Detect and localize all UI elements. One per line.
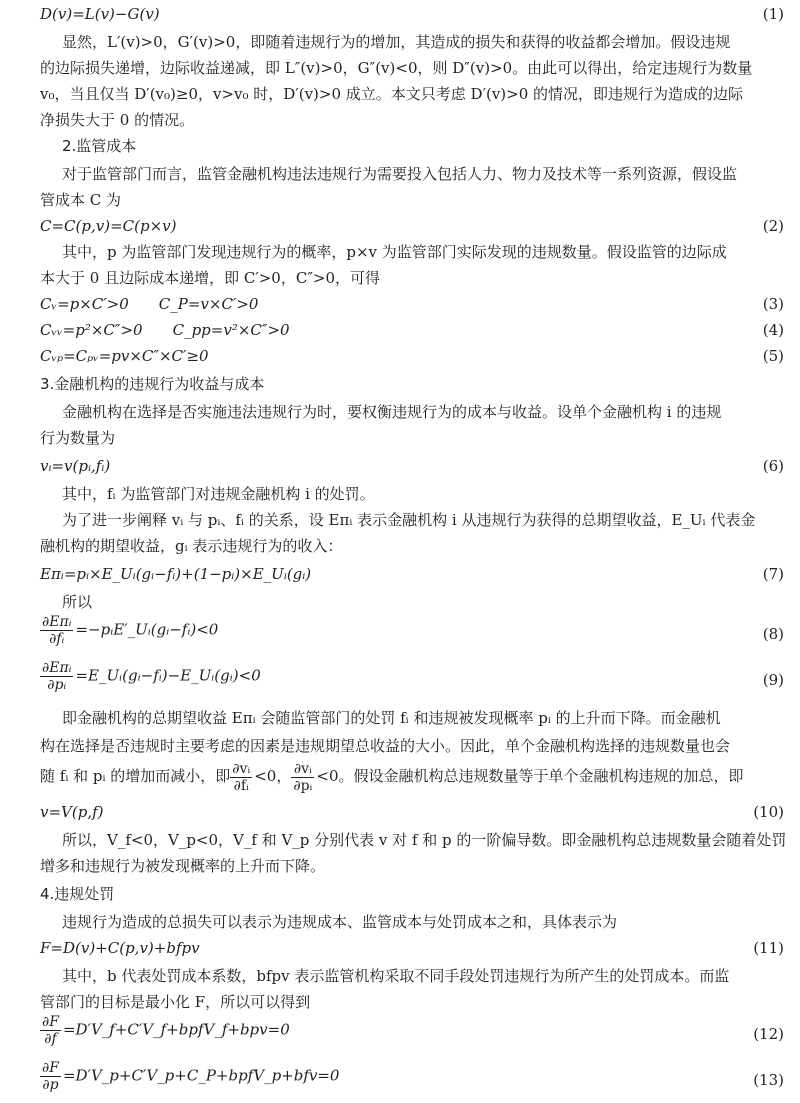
equation-3 — [40, 292, 784, 316]
equation-text: Cᵥ=p×C′>0 C_P=v×C′>0 — [40, 295, 259, 313]
equation-12 — [40, 1012, 784, 1056]
fraction-denominator: ∂pᵢ — [293, 777, 313, 794]
equation-body — [40, 614, 218, 647]
paragraph-line: 的边际损失递增，边际收益递减，即 L″(v)>0，G″(v)<0，则 D″(v)>0。由此可以得出，给定违规行为数量 — [40, 59, 753, 77]
equation-text: C=C(p,v)=C(p×v) — [40, 217, 177, 235]
paragraph-line: 构在选择是否违规时主要考虑的因素是违规期望总收益的大小。因此，单个金融机构选择的违规数量也会 — [40, 737, 731, 755]
paragraph-line: 行为数量为 — [40, 429, 116, 447]
paragraph-line: 显然，L′(v)>0，G′(v)>0，即随着违规行为的增加，其造成的损失和获得的收益都会增加。假设违规 — [62, 33, 731, 51]
paragraph-line: 即金融机构的总期望收益 Eπᵢ 会随监管部门的处罚 fᵢ 和违规被发现概率 pᵢ 的上升而下降。而金融机 — [62, 709, 721, 727]
equation-text: v=V(p,f) — [40, 803, 104, 821]
equation-text: Eπᵢ=pᵢ×E_Uᵢ(gᵢ−fᵢ)+(1−pᵢ)×E_Uᵢ(gᵢ) — [40, 565, 312, 583]
fraction — [40, 660, 73, 693]
fraction-denominator: ∂fᵢ — [49, 631, 65, 647]
paragraph-line: 增多和违规行为被发现概率的上升而下降。 — [40, 857, 326, 875]
fraction-denominator: ∂p — [42, 1077, 59, 1093]
equation-number: (9) — [762, 671, 784, 689]
paragraph-line: 违规行为造成的总损失可以表示为违规成本、监管成本与处罚成本之和，具体表示为 — [62, 913, 618, 931]
paragraph-line: 管成本 C 为 — [40, 191, 122, 209]
paragraph-line: 所以 — [62, 593, 93, 611]
fraction — [40, 1014, 61, 1047]
equation-number: (5) — [762, 347, 784, 365]
text-segment: 随 fᵢ 和 pᵢ 的增加而减小，即 — [40, 767, 231, 785]
paragraph-line: 本大于 0 且边际成本递增，即 C′>0，C″>0，可得 — [40, 269, 381, 287]
equation-7 — [40, 562, 784, 586]
equation-text: D(v)=L(v)−G(v) — [40, 5, 160, 23]
fraction-denominator: ∂pᵢ — [47, 677, 67, 693]
fraction — [230, 761, 252, 794]
fraction — [40, 1060, 61, 1093]
fraction-denominator: ∂fᵢ — [233, 777, 249, 794]
equation-4 — [40, 318, 784, 342]
equation-9 — [40, 658, 784, 702]
equation-13 — [40, 1058, 784, 1102]
paragraph-line: 为了进一步阐释 vᵢ 与 pᵢ、fᵢ 的关系，设 Eπᵢ 表示金融机构 i 从违规行为获得的总期望收益，E_Uᵢ 代表金 — [62, 511, 756, 529]
paragraph-line: 净损失大于 0 的情况。 — [40, 111, 195, 129]
equation-text: =−pᵢE′_Uᵢ(gᵢ−fᵢ)<0 — [75, 620, 219, 639]
equation-text: Cᵥₚ=Cₚᵥ=pv×C″×C′≥0 — [40, 347, 209, 365]
equation-number: (13) — [753, 1071, 784, 1089]
equation-number: (6) — [762, 457, 784, 475]
equation-2 — [40, 214, 784, 238]
fraction-numerator: ∂Eπᵢ — [42, 660, 72, 676]
equation-text: F=D(v)+C(p,v)+bfpv — [40, 939, 200, 957]
equation-text: =E_Uᵢ(gᵢ−fᵢ)−E_Uᵢ(gᵢ)<0 — [75, 666, 261, 685]
equation-1 — [40, 2, 784, 26]
equation-number: (3) — [762, 295, 784, 313]
equation-11 — [40, 936, 784, 960]
equation-number: (8) — [762, 625, 784, 643]
equation-text: =D′V_p+C′V_p+C_P+bpfV_p+bfv=0 — [62, 1066, 340, 1085]
equation-number: (10) — [753, 803, 784, 821]
equation-number: (2) — [762, 217, 784, 235]
equation-10 — [40, 800, 784, 824]
text-segment: <0。假设金融机构总违规数量等于单个金融机构违规的加总，即 — [316, 767, 744, 785]
paragraph-line: 融机构的期望收益，gᵢ 表示违规行为的收入： — [40, 537, 343, 555]
fraction-numerator: ∂vᵢ — [291, 761, 314, 778]
equation-5 — [40, 344, 784, 368]
equation-body — [40, 1014, 290, 1047]
paragraph-line: 其中，p 为监管部门发现违规行为的概率，p×v 为监管部门实际发现的违规数量。假设监管的边际成 — [62, 243, 727, 261]
equation-body — [40, 1060, 339, 1093]
equation-number: (4) — [762, 321, 784, 339]
equation-text: vᵢ=v(pᵢ,fᵢ) — [40, 457, 111, 475]
paragraph-line: 所以，V_f<0，V_p<0，V_f 和 V_p 分别代表 v 对 f 和 p 的一阶偏导数。即金融机构总违规数量会随着处罚 — [62, 831, 787, 849]
fraction — [40, 614, 73, 647]
text-segment: <0， — [254, 767, 292, 785]
equation-number: (1) — [762, 5, 784, 23]
section-heading: 2.监管成本 — [62, 137, 137, 155]
equation-number: (7) — [762, 565, 784, 583]
equation-8 — [40, 612, 784, 656]
fraction-numerator: ∂F — [42, 1014, 59, 1030]
paragraph-line: 其中，fᵢ 为监管部门对违规金融机构 i 的处罚。 — [62, 485, 375, 503]
paragraph-line-with-fractions — [40, 756, 784, 796]
equation-number: (11) — [753, 939, 784, 957]
section-heading: 4.违规处罚 — [40, 885, 115, 903]
equation-6 — [40, 454, 784, 478]
equation-text: Cᵥᵥ=p²×C″>0 C_pp=v²×C″>0 — [40, 321, 290, 339]
paragraph-line: 其中，b 代表处罚成本系数，bfpv 表示监管机构采取不同手段处罚违规行为所产生的处罚成本。而监 — [62, 967, 730, 985]
equation-body — [40, 660, 261, 693]
paragraph-line: 对于监管部门而言，监管金融机构违法违规行为需要投入包括人力、物力及技术等一系列资源，假设监 — [62, 165, 738, 183]
section-heading: 3.金融机构的违规行为收益与成本 — [40, 375, 265, 393]
paragraph-line: v₀，当且仅当 D′(v₀)≥0，v>v₀ 时，D′(v)>0 成立。本文只考虑 D′(v)>0 的情况，即违规行为造成的边际 — [40, 85, 744, 103]
fraction-numerator: ∂vᵢ — [232, 760, 251, 777]
fraction — [291, 761, 314, 794]
fraction-numerator: ∂F — [42, 1060, 59, 1076]
fraction-numerator: ∂Eπᵢ — [42, 614, 72, 630]
paragraph-line: 管部门的目标是最小化 F，所以可以得到 — [40, 993, 311, 1011]
fraction-denominator: ∂f — [44, 1031, 57, 1047]
equation-text: =D′V_f+C′V_f+bpfV_f+bpv=0 — [62, 1020, 290, 1039]
equation-number: (12) — [753, 1025, 784, 1043]
paragraph-line: 金融机构在选择是否实施违法违规行为时，要权衡违规行为的成本与收益。设单个金融机构 i 的违规 — [62, 403, 722, 421]
